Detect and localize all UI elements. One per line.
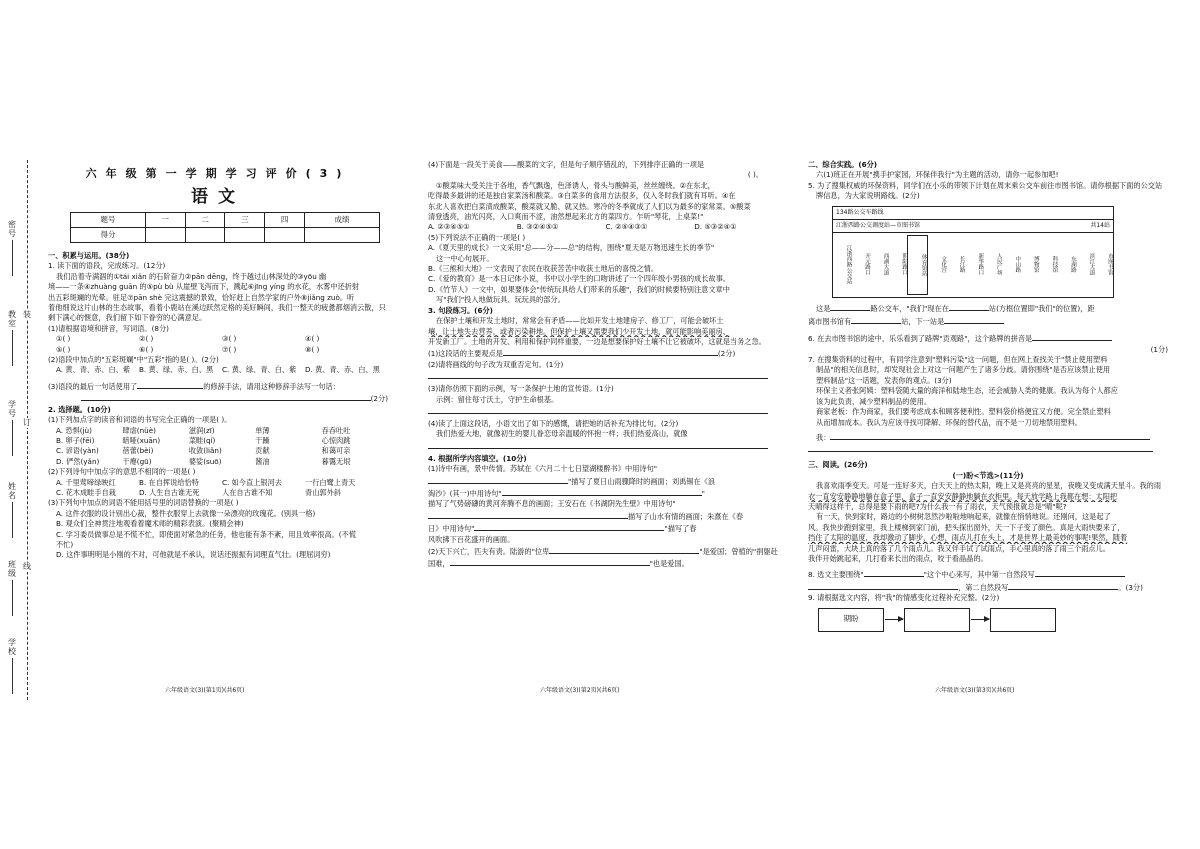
choice-cell: A. 恐惧(jù) xyxy=(56,425,92,435)
binding-field-mihao xyxy=(6,220,18,276)
score-input-cell[interactable] xyxy=(185,228,225,243)
option-a[interactable]: A. ②③④⑤① xyxy=(428,222,470,232)
choice-cell: 肆虐(nüè) xyxy=(122,425,156,435)
opinion-line: 该为此负责，减少塑料制品的使用。 xyxy=(816,396,932,406)
answer-blank[interactable] xyxy=(137,380,203,389)
pinyin-answer-row xyxy=(48,334,388,344)
binding-line xyxy=(27,160,28,700)
page-3-column xyxy=(808,160,1168,632)
score-input-cell[interactable] xyxy=(225,228,265,243)
answer-line xyxy=(48,392,388,404)
answer-blank[interactable] xyxy=(1032,332,1112,341)
score-input-cell[interactable] xyxy=(145,228,185,243)
choice-cell: B. 卵子(fēi) xyxy=(56,435,95,445)
activity-intro: 六(1)班正在开展"携手护家园，环保伴我行"为主题的活动，请你一起参加吧! xyxy=(816,170,1059,180)
binding-margin xyxy=(0,160,42,700)
route-stop-current: 体育馆站 xyxy=(907,235,928,295)
option-d[interactable]: D. ⑤③②④① xyxy=(694,222,737,232)
choice-cell: 暮霭无垠 xyxy=(321,456,351,466)
route-stop: 科技馆 xyxy=(1051,256,1058,273)
option-b[interactable]: B.《三熊和大地》一文表现了农民在收获苦苦中收获土地后的喜悦之情。 xyxy=(428,264,659,274)
answer-blank[interactable] xyxy=(428,370,768,379)
section-1-heading: 一、积累与运用。(38分) xyxy=(48,251,130,260)
choice-cell: 收敛(liǎn) xyxy=(188,446,222,456)
page-1-column xyxy=(48,160,388,561)
route-stop: 新华路口 xyxy=(977,253,984,276)
question-3-3: (3)请你仿照下面的示例，写一条保护土地的宣传语。(1分) xyxy=(428,384,614,394)
choice-row[interactable] xyxy=(48,446,388,456)
choice-cell: 干瘪(gū) xyxy=(122,456,152,466)
page-1-footer: 六年级语文(3)(第1页)(共6页) xyxy=(165,687,245,694)
binding-field-xuehao xyxy=(6,400,18,456)
fill-line: 描写了气势磅礴的黄河奔腾不息的画面；王安石在《书湖阴先生壁》中用诗句" xyxy=(428,499,676,509)
opinion-line: 环保主义者张阿姨：塑料袋随大量的海洋和陆地生态，还会威胁人类的健康。我认为每个人都应 xyxy=(816,386,1118,396)
question-8-cont xyxy=(808,581,1168,593)
answer-blank[interactable] xyxy=(549,545,699,554)
question-text: "这个中心来写，其中第一自然段写 xyxy=(923,570,1035,580)
choice-cell: 贡献 xyxy=(255,446,270,456)
binding-field-xuexiao xyxy=(6,638,18,694)
field-underline xyxy=(12,240,13,276)
answer-blank[interactable] xyxy=(1035,568,1125,577)
choice-cell: 婆娑(suō) xyxy=(188,456,222,466)
passage-line: 剩下满心的惬意，我们留下如下眷穷的心满意足。 xyxy=(48,313,207,323)
passage-line: 出五彩斑斓的光晕。驻足⑦pān shè 完这震撼的景致，恰好赶上自然学家的户外⑧jiǎng zuò。听 xyxy=(48,292,355,302)
option-a-continued: 这一中心句展开。 xyxy=(436,253,494,263)
route-stop: 博物馆 xyxy=(1032,256,1039,273)
question-text: (3)语段的最后一句话使用了 xyxy=(48,381,138,391)
choice-cell: 人在自古谁不知 xyxy=(222,487,273,497)
field-label: 姓名 xyxy=(8,482,16,500)
passage-line: 吃得最多最讲的还是独自家菜汤和酸菜。③白菜多的食用方法很多，仅入冬时我们就有耳听。④在 xyxy=(428,191,736,201)
option-b[interactable]: B. ③②④⑤① xyxy=(516,222,559,232)
choice-cell: 滋润(zī) xyxy=(188,425,215,435)
route-stop: 西湖大道 xyxy=(882,253,889,276)
question-6 xyxy=(808,332,1168,344)
answer-blank[interactable] xyxy=(808,581,958,590)
answer-blank[interactable] xyxy=(502,487,702,496)
question-4-1: (1)诗中有画，景中传情。苏轼在《六月二十七日望湖楼醉书》中用诗句" xyxy=(428,464,658,474)
answer-paren[interactable]: ( )。 xyxy=(747,170,763,180)
answer-blank[interactable] xyxy=(944,315,1004,324)
answer-blank[interactable] xyxy=(450,557,650,566)
answer-blank[interactable] xyxy=(428,405,768,414)
binding-field-xingming xyxy=(6,482,18,538)
pinyin-blank[interactable]: ②( ) xyxy=(139,334,154,344)
opinion-line: 从而增加成本。我认为应该寻找可降解、环保的替代品，而不是一刀切地禁用塑料。 xyxy=(816,417,1082,427)
reading-line: 我喜欢雨季变天。可是一连好多天，白天天上的热太阳，晚上又是亮亮的星星，夜晚又变成满天星斗。我的雨 xyxy=(816,481,1162,491)
flow-box-blank[interactable] xyxy=(904,608,970,632)
question-3-1 xyxy=(428,347,783,359)
field-underline xyxy=(12,502,13,538)
choice-row[interactable] xyxy=(48,488,388,498)
answer-blank[interactable] xyxy=(830,431,1150,440)
question-7-cont: 制品"的相关信息时，却发现社会上对这一问题产生了诸多分歧。请你围绕"是否应该禁止使用 xyxy=(816,365,1111,375)
answer-line xyxy=(808,443,1168,457)
question-7-cont: 塑料制品"这一话题，发表你的观点。(3分) xyxy=(816,375,952,385)
question-text: 日》中用诗句" xyxy=(428,524,475,534)
pinyin-blank[interactable]: ⑤( ) xyxy=(56,344,71,354)
question-5-fill xyxy=(808,315,1168,327)
option-b[interactable]: B. 黄、绿、赤、白、黑 xyxy=(139,365,214,375)
fill-line: 风吹拂下百花盛开的画面。 xyxy=(428,534,515,544)
choice-cell: 干躁 xyxy=(255,435,270,445)
binding-word-xian: 线 xyxy=(20,562,34,572)
route-header xyxy=(833,207,1113,220)
route-stops xyxy=(833,233,1113,297)
option-a[interactable]: A. 黄、青、赤、白、紫 xyxy=(56,365,131,375)
score-table xyxy=(70,212,380,243)
page-2-footer: 六年级语文(3)(第2页)(共6页) xyxy=(540,687,620,694)
score-input-cell[interactable] xyxy=(265,228,305,243)
pinyin-blank[interactable]: ⑥( ) xyxy=(139,344,154,354)
question-1-4: (4)下面是一段关于美食——酸菜的文字，但是句子顺序错乱的，下列排序正确的一项是 xyxy=(428,160,705,169)
route-stop: 长江路 xyxy=(958,256,965,273)
question-9: 9. 请根据选文内容，将"我"的情感变化过程补充完整。(2分) xyxy=(808,593,1000,603)
passage-line: ①酸菜味大受关注于各地，香气飘逸，色泽诱人，骨头与酸鲜美，丝丝缠绕。②在东北， xyxy=(436,180,715,190)
question-1-5: (5)下列说法不正确的一项是( ) xyxy=(428,232,526,242)
pinyin-blank[interactable]: ①( ) xyxy=(56,334,71,344)
field-underline xyxy=(12,420,13,456)
passage-line: 清登透亮，油光闪亮，入口爽而不涩，油然想起来北方的菜四方。乍听"琴花，上桌菜!" xyxy=(428,212,704,222)
question-2-3: (3)下列句中加点的词语不能用括号里的词语替换的一项是( ) xyxy=(48,498,239,508)
answer-line xyxy=(428,440,783,454)
route-stop: 文化宫 xyxy=(940,256,947,273)
choice-cell: 菜畦(qí) xyxy=(188,435,216,445)
question-text: 描写了山水有情的画面；朱熹在《春 xyxy=(628,511,744,521)
choice-cell: 心惊肉跳 xyxy=(321,435,351,445)
pinyin-blank[interactable]: ⑦( ) xyxy=(222,344,237,354)
binding-field-jiaoshi xyxy=(6,310,18,366)
choice-cell: 一行白鹭上青天 xyxy=(305,477,356,487)
question-1-1: (1)请根据语境和拼音，写词语。(8分) xyxy=(48,323,169,333)
page-2-column xyxy=(428,160,783,570)
question-5-cont: 牌信息，为大家说明路线。(2分) xyxy=(816,191,920,201)
route-stop-count: 共14站 xyxy=(1090,222,1110,230)
answer-blank[interactable] xyxy=(949,302,989,311)
flow-box-start: 期盼 xyxy=(818,608,884,632)
answer-line xyxy=(428,370,783,384)
score-header-row xyxy=(71,213,380,228)
subject-title: 语文 xyxy=(191,187,245,207)
question-4: 4. 根据所学内容填空。(10分) xyxy=(428,453,527,463)
route-stop: 市图书馆 xyxy=(1106,253,1113,276)
pinyin-blank[interactable]: ⑧( ) xyxy=(305,344,320,354)
question-2-1: (1)下列加点字的读音和词语的书写完全正确的一项是( )。 xyxy=(48,415,232,425)
question-2: 2. 选择题。(10分) xyxy=(48,404,111,414)
field-label: 学校 xyxy=(8,638,16,656)
choice-options xyxy=(428,222,783,232)
fill-line xyxy=(428,475,783,487)
question-text: 离市图书馆有 xyxy=(808,316,852,326)
choice-cell: 蓓蕾(bèi) xyxy=(122,446,154,456)
answer-blank[interactable] xyxy=(864,568,924,577)
answer-blank[interactable] xyxy=(503,347,718,356)
reading-line: 风。我快步跑到家里，我上楼梯到家门前，把头探出窗外，天一下子变了颜色。真是大雨快要来了， xyxy=(808,522,1125,532)
route-title: 134路公交车路线 xyxy=(836,208,884,216)
question-1-2: (2)语段中加点的"五彩斑斓"中"五彩"指的是( )。(2分) xyxy=(48,355,219,365)
option-c-continued: 不忙) xyxy=(56,539,74,549)
score-note: (2分) xyxy=(370,394,388,404)
fill-line xyxy=(428,557,783,569)
score-cell: 四 xyxy=(265,213,305,228)
fill-line xyxy=(428,487,783,499)
question-text: 站(方框位置即"我们"的位置)，距 xyxy=(988,304,1095,314)
question-7: 7. 在搜集资料的过程中，有同学注意到"塑料污染"这一问题，但在网上查找关于"禁止使用塑料 xyxy=(808,355,1108,365)
question-text: "描写了夏日山雨骤降时的画面；刘禹锡在《浪 xyxy=(568,476,716,486)
choice-cell: B. 在自挥说给恰特 xyxy=(139,477,199,487)
page-3-footer: 六年级语文(3)(第3页)(共6页) xyxy=(935,687,1015,694)
option-d-continued: 写"我们"投入地做玩具、玩玩具的部分。 xyxy=(436,295,565,305)
fill-line xyxy=(428,510,783,522)
choice-cell: C. 如今直上银河去 xyxy=(222,477,282,487)
choice-cell: A. 千里莺啼绿映红 xyxy=(56,477,116,487)
answer-blank[interactable] xyxy=(830,302,870,311)
binding-word-ding: 订 xyxy=(20,418,34,428)
question-text: (1)这段话的主要观点是 xyxy=(428,349,503,359)
passage-line: 在保护土壤和开发土地时，常常会有矛盾——比如开发土地建房子、修工厂，可能会破坏土 xyxy=(436,316,724,326)
option-c[interactable]: C. 学习委员做事总是不慌不忙，即使面对紧急的任务，他也能有条不紊，用且效率很高。(不慌 xyxy=(56,529,356,539)
exam-title: 六年级第一学期学习评价(3) xyxy=(85,167,351,180)
reading-line: 有一天，快到家时，路边的小树树忽然沙啦啦地响起来，就像在悄悄地说。还刚问，这是起了 xyxy=(816,512,1111,522)
question-text: 8. 选文主要围绕" xyxy=(808,570,864,580)
question-1: 1. 读下面的语段，完成练习。(12分) xyxy=(48,261,166,271)
example-text: 示例：留住每寸沃土，守护生命根基。 xyxy=(436,394,559,404)
passage-line: 东北人喜欢把白菜渍成酸菜，酸菜就又脆、就又热。寒冷的冬季就成了人们以为最多的家常菜。⑤酸菜 xyxy=(428,201,751,211)
binding-field-banji xyxy=(6,560,18,616)
section-3-heading: 三、阅读。(26分) xyxy=(808,460,868,470)
route-subheader xyxy=(833,220,1113,233)
answer-blank[interactable] xyxy=(851,315,901,324)
route-stop: 滨江大道 xyxy=(1088,253,1095,276)
question-3-2: (2)请将画线的句子改为双重否定句。(1分) xyxy=(428,359,564,369)
route-endpoints: 江浙西路公交调度站—市图书馆 xyxy=(836,222,921,230)
choice-cell: 单薄 xyxy=(255,425,270,435)
question-2-2: (2)下列诗句中加点字的意思不相同的一项是( ) xyxy=(48,467,196,477)
opinion-line: 商家老板：作为商家，我们要考虑成本和顾客便利性。塑料袋价格便宜又方便。完全禁止塑料 xyxy=(816,407,1111,417)
question-5: 5. 为了搜集权威的环保资料，同学们在小乐的带领下计划在周末乘公交车前往市图书馆。请你根据下面的公交站 xyxy=(808,180,1163,190)
answer-blank[interactable] xyxy=(428,510,628,519)
field-label: 密号 xyxy=(8,220,16,238)
option-a[interactable]: A.《夏天里的成长》一文采用"总——分——总"的结构，围绕"夏天是万物迅速生长的季节" xyxy=(428,243,715,253)
section-2-heading: 二、综合实践。(6分) xyxy=(808,160,878,169)
choice-cell: 和蔼可亲 xyxy=(321,446,351,456)
answer-blank[interactable] xyxy=(1008,581,1118,590)
question-text: 国难， xyxy=(428,559,450,569)
answer-blank[interactable] xyxy=(428,475,568,484)
choice-options xyxy=(48,365,388,375)
option-d[interactable]: D. 这件事明明是小刚的不对，可他就是不承认，说话还振振有词理直气壮。(理屈词穷) xyxy=(56,550,331,560)
question-1-3 xyxy=(48,380,388,392)
question-8 xyxy=(808,568,1168,580)
reading-line-underlined: 衣一直安安静静地躺在盒子里，盒子一直安安静静地躺在衣柜里。每天放学路上我都在想：太阳把 xyxy=(808,491,1118,501)
pinyin-answer-row xyxy=(48,345,388,355)
choice-cell: 吞吞吐吐 xyxy=(321,425,351,435)
answer-blank[interactable] xyxy=(808,443,1153,452)
choice-row[interactable] xyxy=(48,426,388,436)
question-text: 的修辞手法，请用这种修辞手法写一句话： xyxy=(203,381,340,391)
question-3-4-stem xyxy=(428,429,783,439)
score-cell: 成绩 xyxy=(305,213,380,228)
score-value-row xyxy=(71,228,380,243)
fill-line xyxy=(428,522,783,534)
reading-line: 我伴开始跳起来，几打看来长出的雨点，咬于看晶晶的。 xyxy=(808,553,988,563)
choice-cell: 酱油 xyxy=(255,456,270,466)
choice-cell: 暗哑(xuān) xyxy=(122,435,161,445)
quote: " xyxy=(701,488,705,498)
choice-cell: C. 谚语(yàn) xyxy=(56,446,99,456)
question-text: 我： xyxy=(816,432,831,442)
my-opinion-line xyxy=(808,431,1168,443)
field-underline xyxy=(12,658,13,694)
question-text: 站，下一站是 xyxy=(901,316,945,326)
option-a[interactable]: A. 这件衣服的设计别出心裁，整件衣服穿上去就像一朵漂亮的玫瑰花。(别具一格) xyxy=(56,508,316,518)
reading-line: 几声闷雷，大块上真的落了几个雨点儿。我又伴手试了试雨点，手心里真的落了雨三个雨点儿。 xyxy=(808,543,1110,553)
question-text: 路公交车，"我们"现在在 xyxy=(870,304,949,314)
field-underline xyxy=(12,580,13,616)
bus-route-sign xyxy=(832,206,1114,299)
option-c[interactable]: C. 黄、绿、青、白、紫 xyxy=(222,365,297,375)
question-text: (2)天下兴亡，匹夫有责。陆游的"位卑 xyxy=(428,547,550,556)
option-b[interactable]: B. 观众们全神贯注地观看着魔术师的精彩表演。(聚精会神) xyxy=(56,519,244,529)
score-cell: 三 xyxy=(225,213,265,228)
route-stop: 江浙西路公交站 xyxy=(845,244,852,285)
choice-cell: 青山郭外斜 xyxy=(305,487,341,497)
arrow-right-icon xyxy=(971,619,989,620)
choice-cell: C. 花木成畦手自栽 xyxy=(56,487,116,497)
answer-blank[interactable] xyxy=(81,392,371,401)
choice-cell: D. 人生自古谁无死 xyxy=(139,487,200,497)
answer-line xyxy=(428,405,783,419)
fill-line xyxy=(428,545,783,557)
choice-row[interactable] xyxy=(48,436,388,446)
question-text: 这是 xyxy=(816,304,831,314)
option-d[interactable]: D. 黄、青、赤、白、黑 xyxy=(305,365,380,375)
emotion-flowchart xyxy=(818,608,1168,632)
field-underline xyxy=(12,330,13,366)
route-stop: 东湖路 xyxy=(1069,256,1076,273)
answer-blank[interactable] xyxy=(474,522,664,531)
option-d[interactable]: D.《竹节人》一文中，如果要体会"传统玩具给人们带来的乐趣"，我们的时候要特别注意文章中 xyxy=(428,284,730,294)
question-text: ，第二自然段写 xyxy=(958,582,1009,592)
score-note: (1分) xyxy=(1150,344,1168,354)
pinyin-blank[interactable]: ③( ) xyxy=(222,334,237,344)
score-cell: 二 xyxy=(185,213,225,228)
route-stop: 人民广场 xyxy=(995,253,1002,276)
question-text: "是爱国；曾植的"捐躯赴 xyxy=(699,547,778,556)
arrow-right-icon xyxy=(885,619,903,620)
route-stop: 朝阳路口 xyxy=(901,253,908,276)
score-input-cell[interactable] xyxy=(305,228,380,243)
score-cell: 一 xyxy=(145,213,185,228)
binding-word-zhuang: 装 xyxy=(20,310,34,320)
question-text: 6. 在去市图书馆的途中，乐乐看到了路牌"贡观路"，这个路牌的拼音是 xyxy=(808,334,1033,344)
question-text: 淘沙》(其一)中用诗句" xyxy=(428,488,502,498)
flow-box-blank[interactable] xyxy=(990,608,1056,632)
answer-blank[interactable] xyxy=(428,440,768,449)
reading-line: 天晴得这样干，总得是要下雨的吧?为什么我一有了雨衣，天气预报就总是"晴"呢? xyxy=(808,501,1067,511)
score-label-cell: 得分 xyxy=(71,228,146,243)
choice-row[interactable] xyxy=(48,478,388,488)
question-text: 我们热爱大地，就像初生的婴儿眷恋母亲温暖的怀抱一样；我们热爱高山，就像 xyxy=(436,429,688,439)
question-5-fill xyxy=(808,302,1168,314)
pinyin-blank[interactable]: ④( ) xyxy=(305,334,320,344)
reading-line-underlined: 挡住了太阳的温度，我却激动了脚步，心想，雨点儿打在头上，才是世界上最美妙的事呢!果然，随着 xyxy=(808,533,1128,543)
passage-line: 境——一条④zhuàng guān 的⑤pù bù 从崖壁飞泻而下，溅起⑥jīng yíng 的水花，水雾中还折射 xyxy=(48,282,360,292)
passage-line: 我们沿着寺满涸的①tái xiǎn 的石阶奋力②pān dēng，终于越过山林深处的③yōu 幽 xyxy=(56,271,327,281)
question-3: 3. 句段练习。(6分) xyxy=(428,305,493,315)
field-label: 班级 xyxy=(8,560,16,578)
field-label: 教室 xyxy=(8,310,16,328)
option-c[interactable]: C.《爱的教育》是一本日记体小说，书中以小学生的口吻讲述了一个四年级小男孩的成长故事。 xyxy=(428,274,730,284)
route-stop: 开元路口 xyxy=(864,253,871,276)
score-note: 。(3分) xyxy=(1118,582,1143,592)
passage-line: 着他细说这片山林的生态故事，看着小鹿站在溪边跃然定格的美好瞬间，我们一整天的疲惫都烟消云散，只 xyxy=(48,303,386,313)
question-text: "描写了春 xyxy=(664,524,697,534)
choice-cell: D. 俨然(yǎn) xyxy=(56,456,100,466)
question-3-4: (4)读了上面这段话，小语文出了如下的感慨，请把她的话补充为排比句。(2分) xyxy=(428,418,679,428)
question-text: "也是爱国。 xyxy=(649,559,689,569)
score-note: (2分) xyxy=(717,349,736,359)
passage-line: 开发新工厂。土地的开发、利用和保护同样重要，一边是想要保护好土壤不让它被破坏，这就是当务之急。 xyxy=(428,336,766,346)
route-stop: 中山路 xyxy=(1014,256,1021,273)
choice-row[interactable] xyxy=(48,457,388,467)
reading-title: (一)盼<节选>(11分) xyxy=(952,470,1024,480)
passage-line-underlined: 壤，让土地失去营养，或者污染耕地。但保护土壤又需要我们少开发土地，就可能影响美丽房、 xyxy=(428,326,730,336)
option-c[interactable]: C. ②⑤④③① xyxy=(605,222,648,232)
field-label: 学号 xyxy=(8,400,16,418)
score-cell: 题号 xyxy=(71,213,146,228)
